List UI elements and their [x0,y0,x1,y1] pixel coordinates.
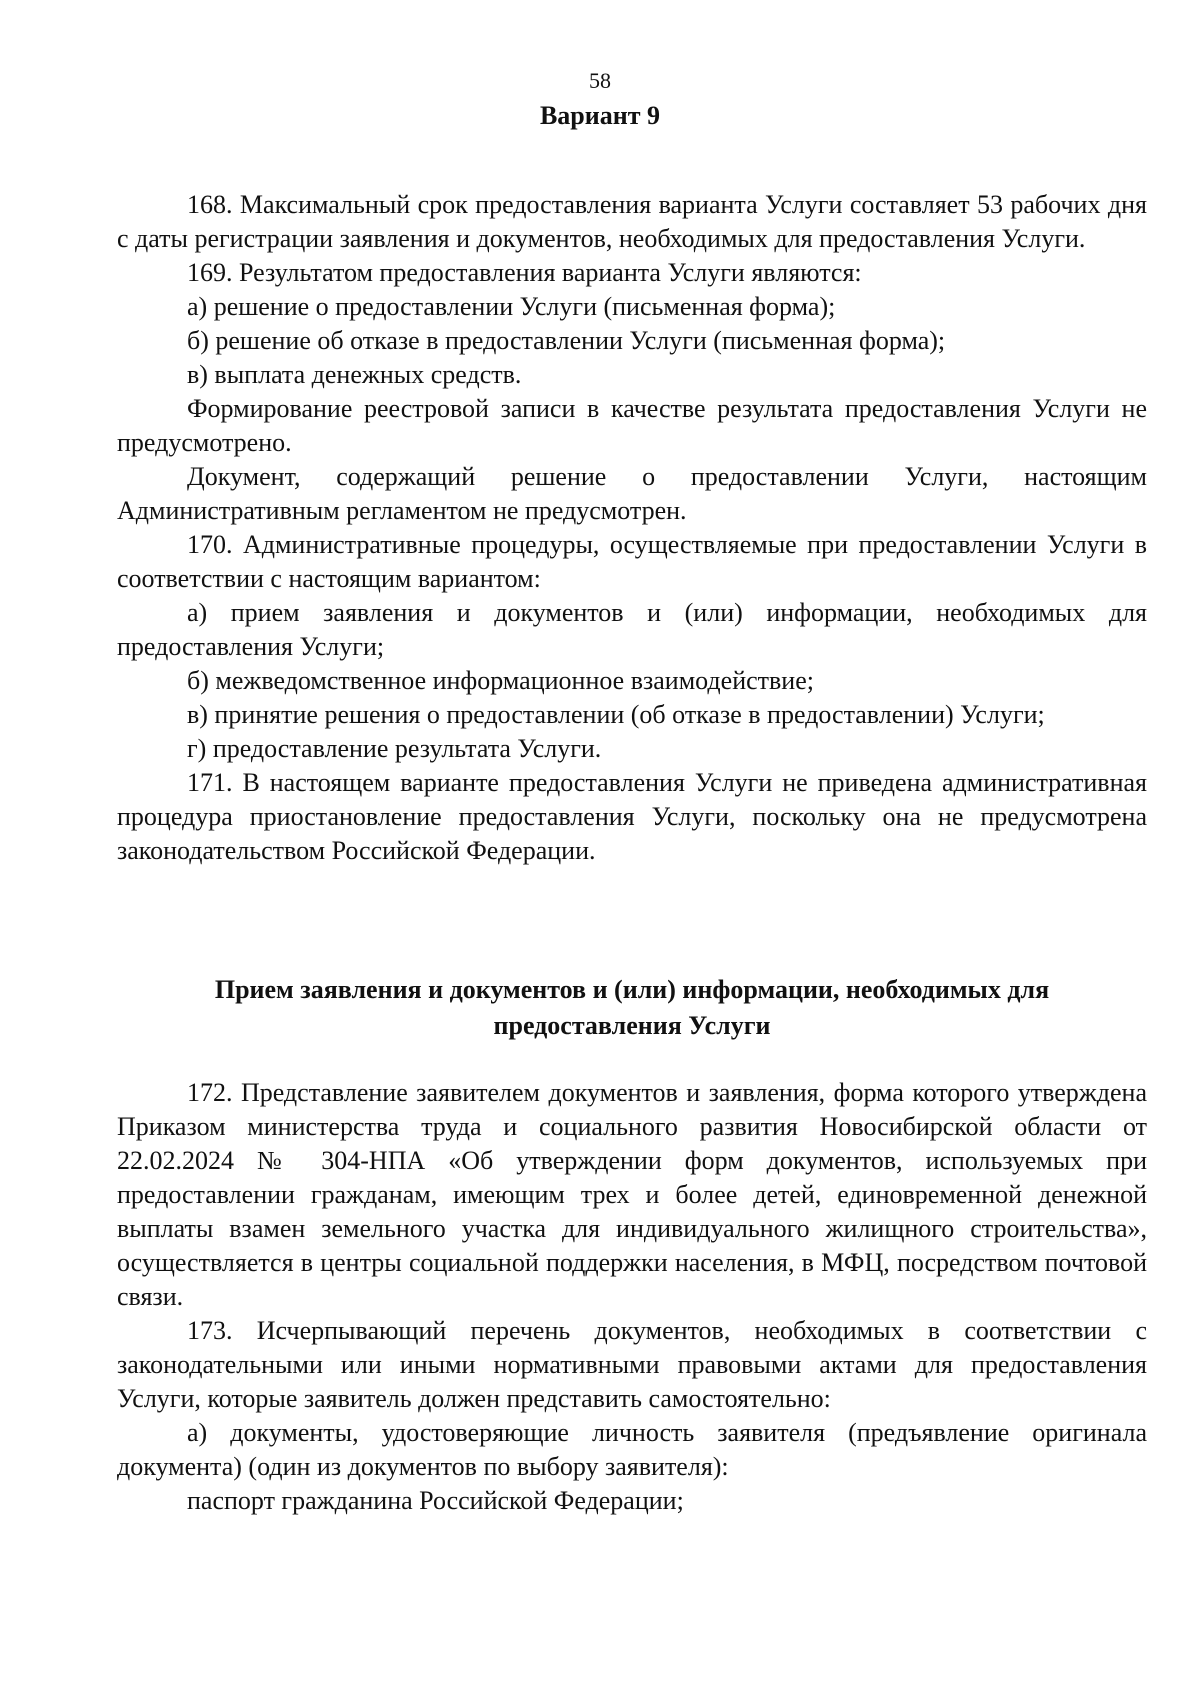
list-item-170-c: в) принятие решения о предоставлении (об отказе в предоставлении) Услуги; [187,700,1045,729]
paragraph-172: 172. Представление заявителем документов и заявления, форма которого утверждена Приказом министерства труда и социального развития Новосибирской области от 22.02.2024 № 304-НПА «Об утверждении форм документов, используемых при предоставлении гражданам, имеющим трех и более детей, единовременной денежной выплаты взамен земельного участка для индивидуального жилищного строительства», осуществляется в центры социальной поддержки населения, в МФЦ, посредством почтовой связи. [117,1078,1147,1311]
list-item-169-a: а) решение о предоставлении Услуги (письменная форма); [187,292,836,321]
paragraphs-block-2 [117,1076,1147,1518]
section-heading [117,972,1147,1044]
paragraph-168: 168. Максимальный срок предоставления варианта Услуги составляет 53 рабочих дня с даты регистрации заявления и документов, необходимых для предоставления Услуги. [117,190,1147,253]
paragraph-169: 169. Результатом предоставления варианта Услуги являются: [187,258,862,287]
list-item-170-b: б) межведомственное информационное взаимодействие; [187,666,814,695]
list-item-173-a: а) документы, удостоверяющие личность заявителя (предъявление оригинала документа) (один из документов по выбору заявителя): [117,1418,1147,1481]
list-item-passport: паспорт гражданина Российской Федерации; [187,1486,684,1515]
paragraph-decision-document: Документ, содержащий решение о предоставлении Услуги, настоящим Административным регламентом не предусмотрен. [117,462,1147,525]
list-item-170-d: г) предоставление результата Услуги. [187,734,602,763]
page-number: 58 [589,68,611,93]
list-item-169-b: б) решение об отказе в предоставлении Услуги (письменная форма); [187,326,946,355]
paragraph-registry-record: Формирование реестровой записи в качестве результата предоставления Услуги не предусмотрено. [117,394,1147,457]
paragraph-171: 171. В настоящем варианте предоставления Услуги не приведена административная процедура приостановление предоставления Услуги, поскольку она не предусмотрена законодательством Российской Федерации. [117,768,1147,865]
paragraph-173: 173. Исчерпывающий перечень документов, необходимых в соответствии с законодательными или иными нормативными правовыми актами для предоставления Услуги, которые заявитель должен представить самостоятельно: [117,1316,1147,1413]
paragraph-170: 170. Административные процедуры, осуществляемые при предоставлении Услуги в соответствии с настоящим вариантом: [117,530,1147,593]
section-heading-line-2: предоставления Услуги [493,1011,771,1040]
variant-title: Вариант 9 [539,101,661,130]
paragraphs-block-1 [117,188,1147,868]
section-heading-line-1: Прием заявления и документов и (или) информации, необходимых для [214,975,1050,1004]
list-item-169-c: в) выплата денежных средств. [187,360,522,389]
list-item-170-a: а) прием заявления и документов и (или) информации, необходимых для предоставления Услуги; [117,598,1147,661]
